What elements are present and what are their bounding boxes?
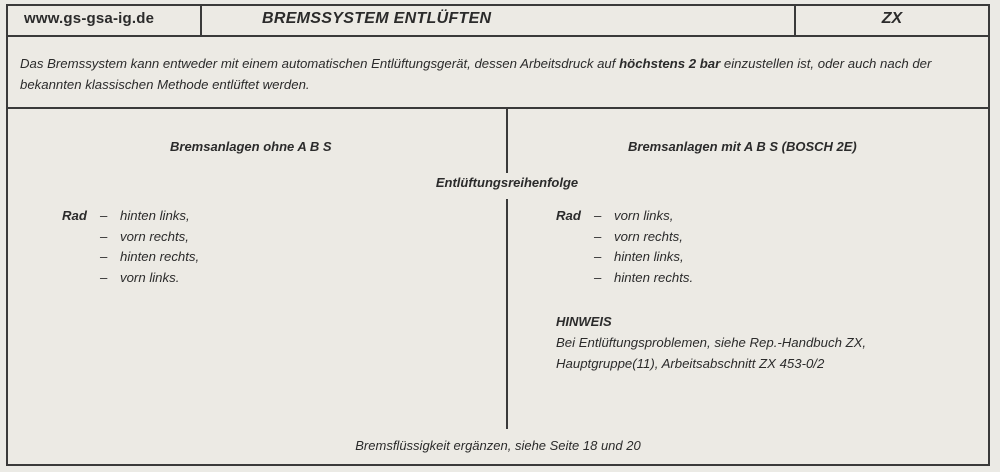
dash: –: [100, 269, 108, 285]
header-divider: [200, 6, 202, 35]
column-divider: [506, 199, 508, 429]
dash: –: [100, 249, 108, 265]
footer-note: Bremsflüssigkeit ergänzen, siehe Seite 18 und 20: [355, 438, 641, 453]
intro-text: Das Bremssystem kann entweder mit einem automatischen Entlüftungsgerät, dessen Arbeitsdruck auf: [20, 56, 620, 71]
dash: –: [594, 249, 602, 265]
step-text: vorn rechts,: [614, 228, 683, 244]
rad-label: Rad: [556, 208, 581, 223]
page-title: BREMSSYSTEM ENTLÜFTEN: [262, 10, 492, 27]
step-text: hinten links,: [120, 208, 190, 223]
note-title: HINWEIS: [556, 314, 612, 329]
step-text: hinten rechts,: [120, 249, 200, 265]
section-divider: [8, 107, 988, 109]
website-url: www.gs-gsa-ig.de: [24, 10, 155, 27]
sequence-heading: Entlüftungsreihenfolge: [435, 175, 579, 190]
step-text: vorn links.: [120, 269, 180, 285]
document-sheet: [6, 4, 990, 466]
note-line: Bei Entlüftungsproblemen, siehe Rep.-Handbuch ZX,: [556, 335, 867, 350]
step-text: hinten links,: [614, 249, 684, 265]
intro-paragraph: [20, 53, 982, 95]
right-column-heading: Bremsanlagen mit A B S (BOSCH 2E): [628, 139, 857, 154]
dash: –: [594, 228, 602, 244]
model-code: ZX: [881, 10, 903, 27]
dash: –: [594, 269, 602, 285]
column-divider: [506, 109, 508, 173]
step-text: vorn rechts,: [120, 228, 189, 244]
step-text: hinten rechts.: [614, 269, 694, 285]
dash: –: [100, 228, 108, 244]
note-body: [556, 333, 976, 374]
note-line: Hauptgruppe(11), Arbeitsabschnitt ZX 453-0/2: [556, 355, 825, 371]
rad-label: Rad: [62, 208, 87, 223]
intro-text: einzustellen ist, oder auch nach der bekannten klassischen Methode entlüftet werden.: [20, 56, 932, 92]
header-bar: [8, 6, 988, 37]
step-text: vorn links,: [614, 208, 674, 223]
intro-emphasis: höchstens 2 bar: [619, 56, 721, 71]
left-column-heading: Bremsanlagen ohne A B S: [170, 139, 332, 154]
dash: –: [594, 208, 602, 223]
dash: –: [100, 208, 108, 223]
